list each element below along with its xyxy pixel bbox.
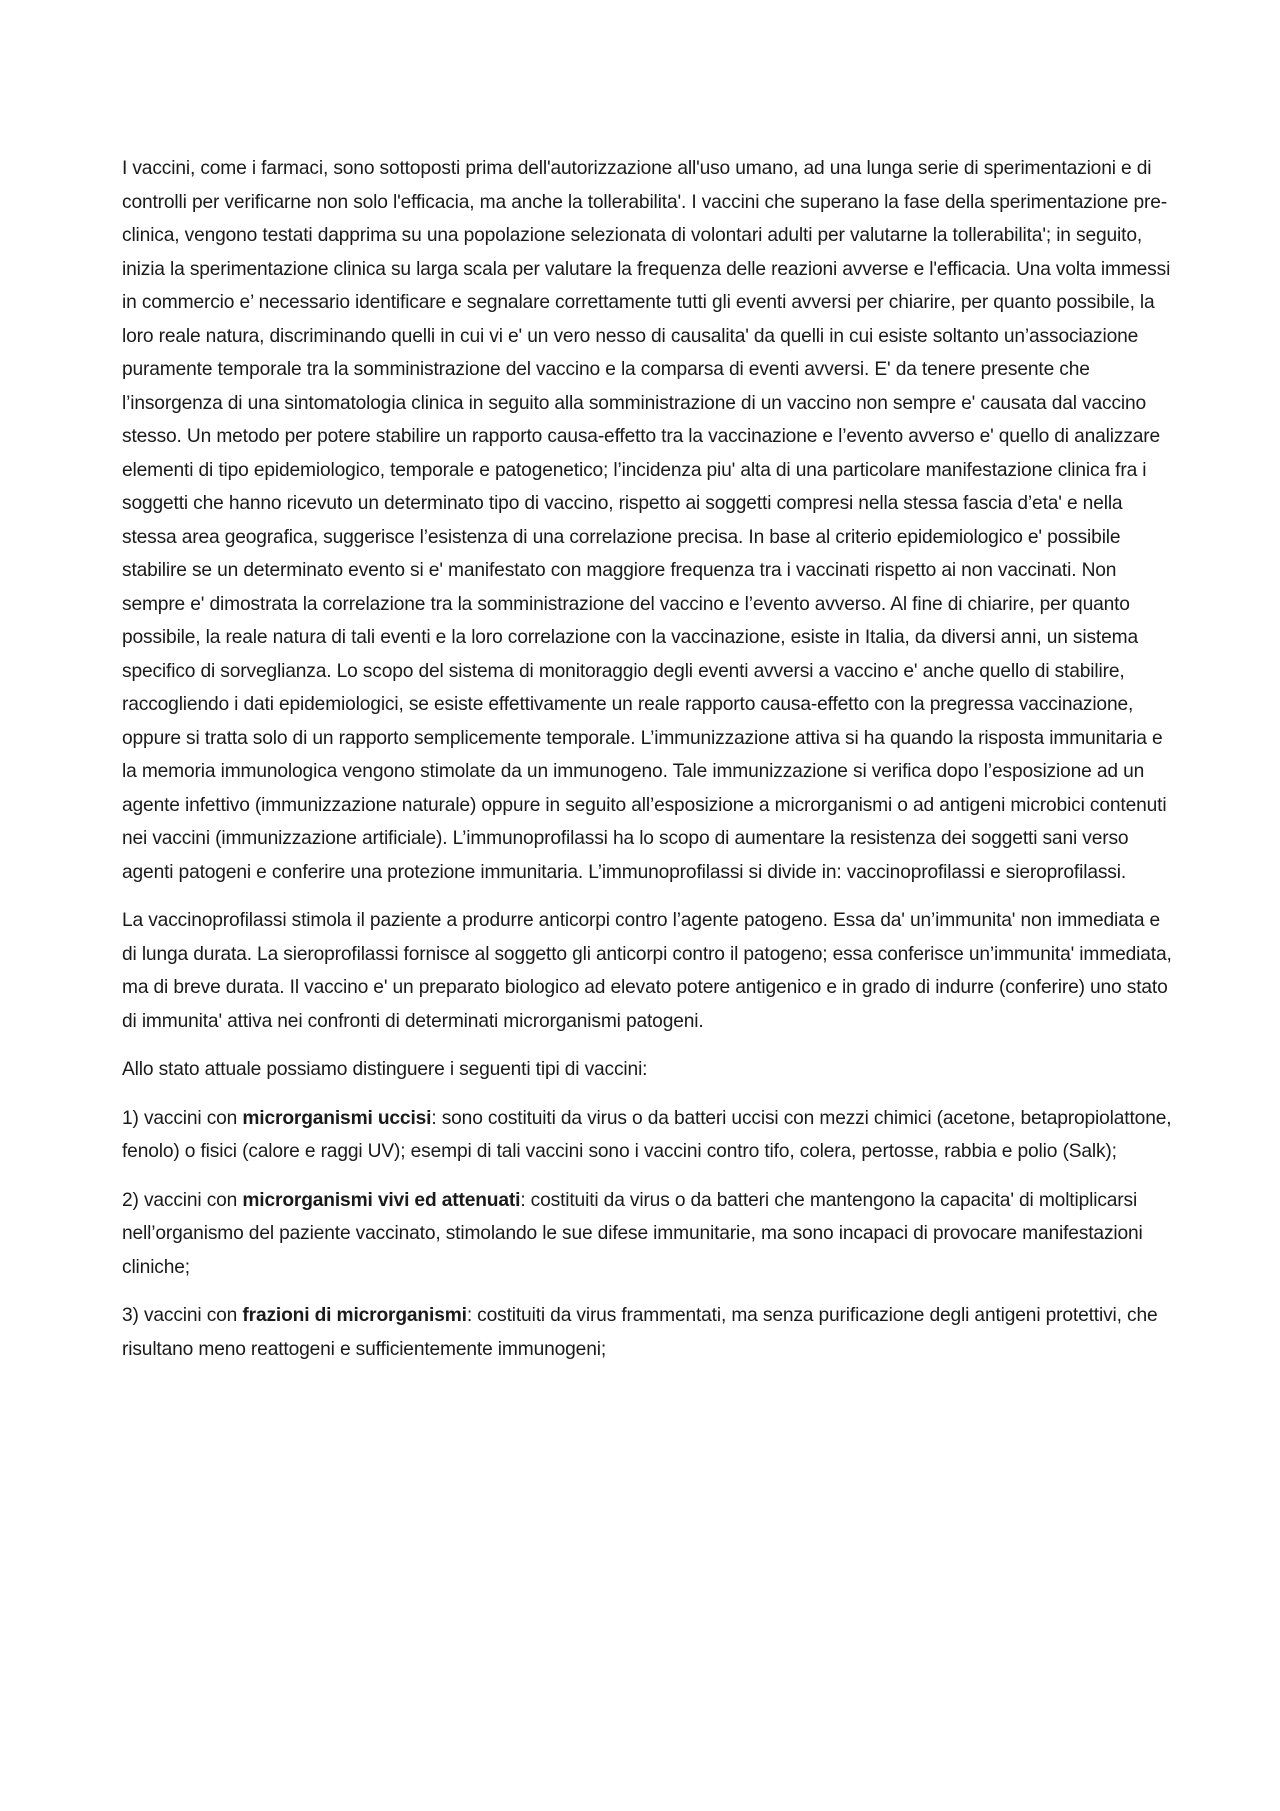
list-item-2	[122, 1184, 1172, 1285]
list-item-bold-term: microrganismi vivi ed attenuati	[242, 1189, 521, 1211]
paragraph-intro: I vaccini, come i farmaci, sono sottoposti prima dell'autorizzazione all'uso umano, ad una lunga serie di sperimentazioni e di controlli per verificarne non solo l'efficacia, ma anche la tollerabilita'. I vaccini che superano la fase della sperimentazione pre-clinica, vengono testati dapprima su una popolazione selezionata di volontari adulti per valutarne la tollerabilita'; in seguito, inizia la sperimentazione clinica su larga scala per valutare la frequenza delle reazioni avverse e l'efficacia. Una volta immessi in commercio e’ necessario identificare e segnalare correttamente tutti gli eventi avversi per chiarire, per quanto possibile, la loro reale natura, discriminando quelli in cui vi e' un vero nesso di causalita' da quelli in cui esiste soltanto un’associazione puramente temporale tra la somministrazione del vaccino e la comparsa di eventi avversi. E' da tenere presente che l’insorgenza di una sintomatologia clinica in seguito alla somministrazione di un vaccino non sempre e' causata dal vaccino stesso. Un metodo per potere stabilire un rapporto causa-effetto tra la vaccinazione e l’evento avverso e' quello di analizzare elementi di tipo epidemiologico, temporale e patogenetico; l’incidenza piu' alta di una particolare manifestazione clinica fra i soggetti che hanno ricevuto un determinato tipo di vaccino, rispetto ai soggetti compresi nella stessa fascia d’eta' e nella stessa area geografica, suggerisce l’esistenza di una correlazione precisa. In base al criterio epidemiologico e' possibile stabilire se un determinato evento si e' manifestato con maggiore frequenza tra i vaccinati rispetto ai non vaccinati. Non sempre e' dimostrata la correlazione tra la somministrazione del vaccino e l’evento avverso. Al fine di chiarire, per quanto possibile, la reale natura di tali eventi e la loro correlazione con la vaccinazione, esiste in Italia, da diversi anni, un sistema specifico di sorveglianza. Lo scopo del sistema di monitoraggio degli eventi avversi a vaccino e' anche quello di stabilire, raccogliendo i dati epidemiologici, se esiste effettivamente un reale rapporto causa-effetto con la pregressa vaccinazione, oppure si tratta solo di un rapporto semplicemente temporale. L’immunizzazione attiva si ha quando la risposta immunitaria e la memoria immunologica vengono stimolate da un immunogeno. Tale immunizzazione si verifica dopo l’esposizione ad un agente infettivo (immunizzazione naturale) oppure in seguito all’esposizione a microrganismi o ad antigeni microbici contenuti nei vaccini (immunizzazione artificiale). L’immunoprofilassi ha lo scopo di aumentare la resistenza dei soggetti sani verso agenti patogeni e conferire una protezione immunitaria. L’immunoprofilassi si divide in: vaccinoprofilassi e sieroprofilassi.	[122, 158, 1171, 883]
paragraph-tipi-vaccini: Allo stato attuale possiamo distinguere i seguenti tipi di vaccini:	[122, 1059, 648, 1080]
paragraph-vaccinoprofilassi: La vaccinoprofilassi stimola il paziente a produrre anticorpi contro l’agente patogeno. Essa da' un’immunita' non immediata e di lunga durata. La sieroprofilassi fornisce al soggetto gli anticorpi contro il patogeno; essa conferisce un’immunita' immediata, ma di breve durata. Il vaccino e' un preparato biologico ad elevato potere antigenico e in grado di indurre (conferire) uno stato di immunita' attiva nei confronti di determinati microrganismi patogeni.	[122, 910, 1172, 1032]
document-page	[122, 152, 1172, 1381]
list-item-text: : costituiti da virus frammentati, ma senza purificazione degli antigeni protettivi, che risultano meno reattogeni e sufficientemente immunogeni;	[122, 1305, 1158, 1360]
list-item-prefix: 3) vaccini con	[122, 1305, 243, 1326]
list-item-text: : sono costituiti da virus o da batteri uccisi con mezzi chimici (acetone, betapropiolattone, fenolo) o fisici (calore e raggi UV); esempi di tali vaccini sono i vaccini contro tifo, colera, pertosse, rabbia e polio (Salk);	[122, 1107, 1172, 1162]
list-item-1	[122, 1102, 1172, 1169]
list-item-bold-term: frazioni di microrganismi	[242, 1305, 467, 1326]
list-item-prefix: 1) vaccini con	[122, 1107, 243, 1129]
list-item-prefix: 2) vaccini con	[122, 1189, 243, 1211]
list-item-3	[122, 1299, 1172, 1366]
list-item-bold-term: microrganismi uccisi	[242, 1107, 432, 1129]
list-item-text: : costituiti da virus o da batteri che mantengono la capacita' di moltiplicarsi nell’organismo del paziente vaccinato, stimolando le sue difese immunitarie, ma sono incapaci di provocare manifestazioni cliniche;	[122, 1189, 1143, 1278]
